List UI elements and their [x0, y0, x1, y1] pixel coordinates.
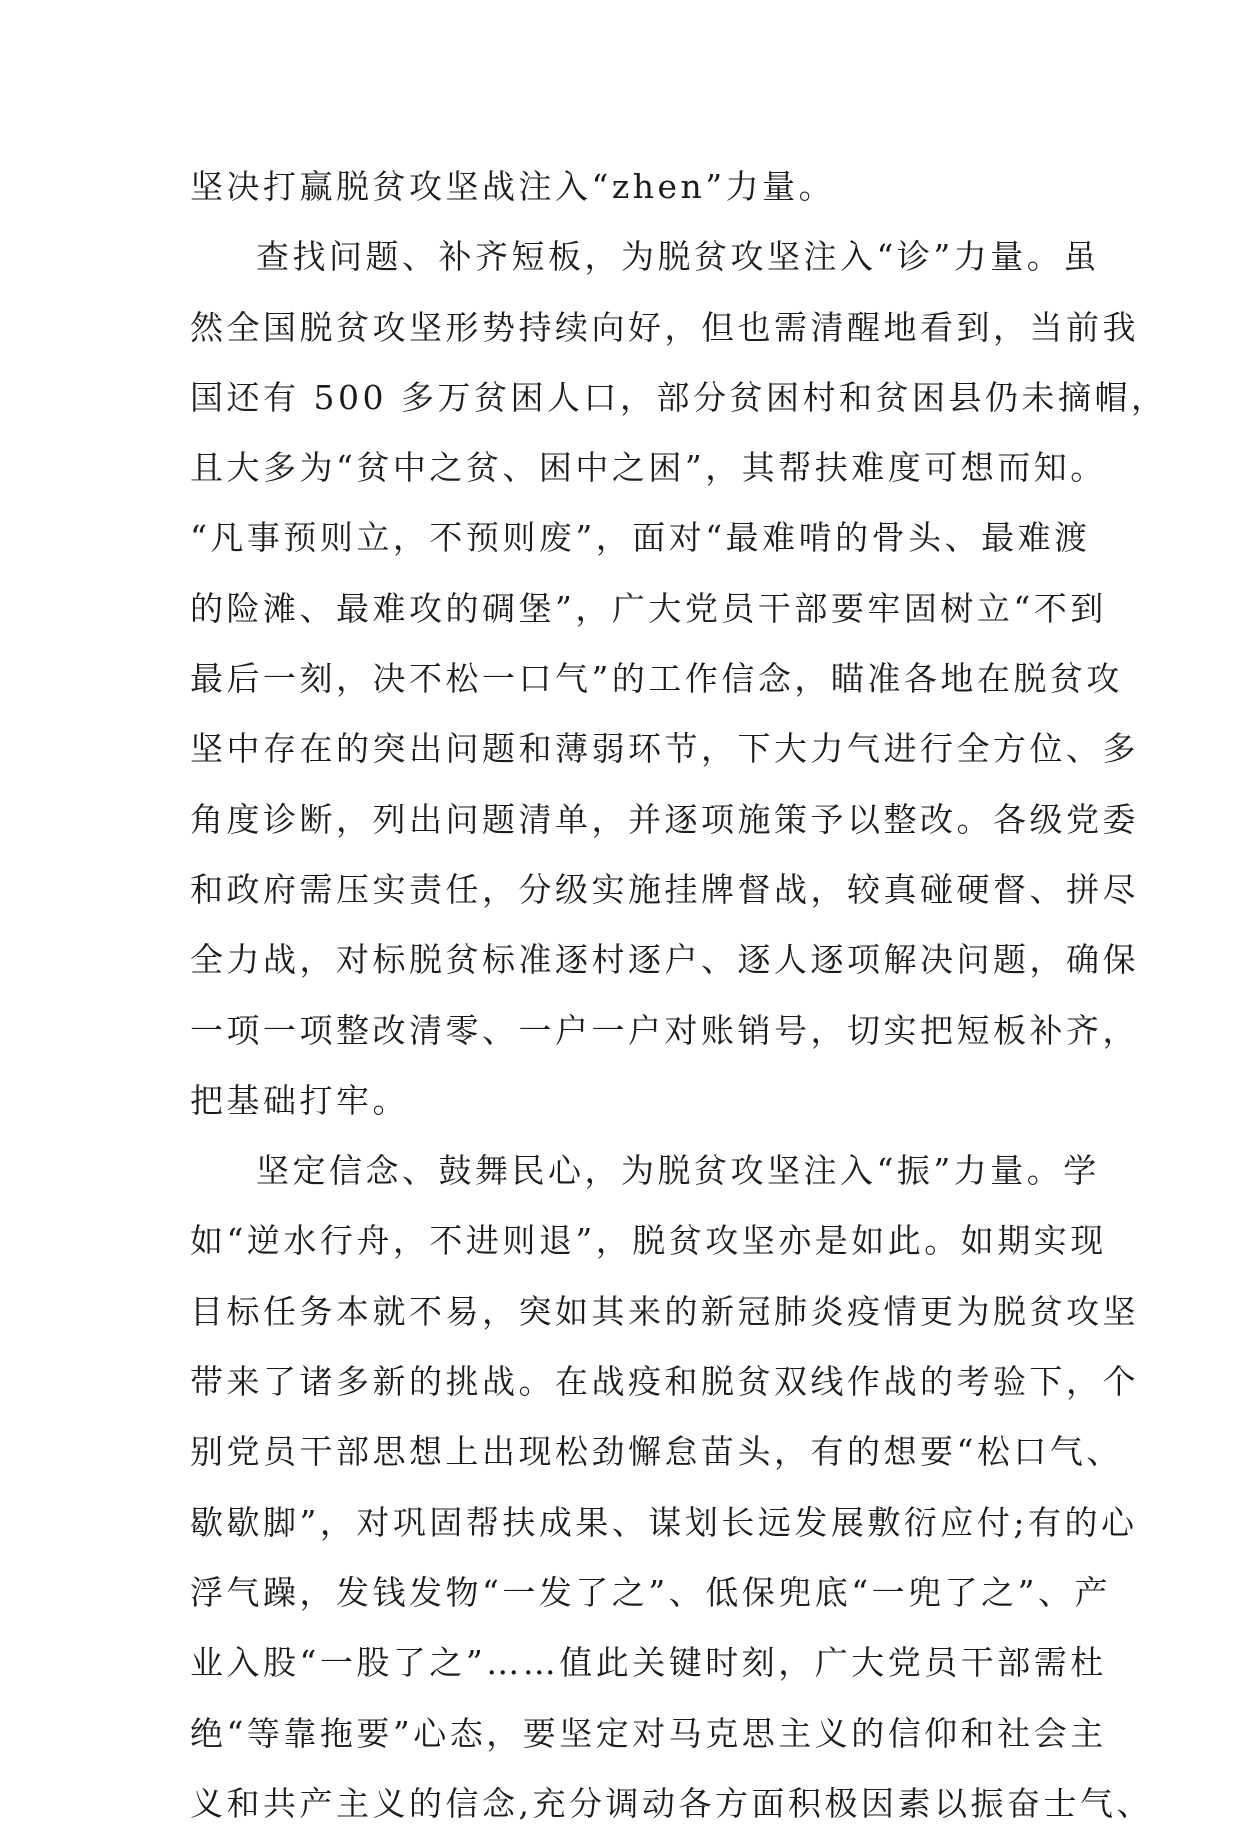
text-line: 义和共产主义的信念,充分调动各方面积极因素以振奋士气、	[190, 1783, 1153, 1823]
body-text	[190, 152, 1168, 1839]
text-line: 然全国脱贫攻坚形势持续向好，但也需清醒地看到，当前我	[190, 307, 1139, 347]
text-line: 坚中存在的突出问题和薄弱环节，下大力气进行全方位、多	[190, 729, 1139, 769]
text-line: 角度诊断，列出问题清单，并逐项施策予以整改。各级党委	[190, 799, 1139, 839]
text-line: 一项一项整改清零、一户一户对账销号，切实把短板补齐，	[190, 1010, 1139, 1050]
text-line: “凡事预则立，不预则废”，面对“最难啃的骨头、最难渡	[190, 518, 1091, 558]
text-line: 别党员干部思想上出现松劲懈怠苗头，有的想要“松口气、	[190, 1432, 1123, 1472]
text-line: 全力战，对标脱贫标准逐村逐户、逐人逐项解决问题，确保	[190, 940, 1139, 980]
text-line: 浮气躁，发钱发物“一发了之”、低保兜底“一兜了之”、产	[190, 1572, 1111, 1612]
text-line: 坚决打赢脱贫攻坚战注入“zhen”力量。	[190, 167, 836, 206]
text-line: 绝“等靠拖要”心态，要坚定对马克思主义的信仰和社会主	[190, 1713, 1107, 1753]
text-line: 业入股“一股了之”……值此关键时刻，广大党员干部需杜	[190, 1643, 1107, 1683]
text-line: 带来了诸多新的挑战。在战疫和脱贫双线作战的考验下，个	[190, 1362, 1139, 1402]
text-line: 目标任务本就不易，突如其来的新冠肺炎疫情更为脱贫攻坚	[190, 1291, 1139, 1331]
text-line: 且大多为“贫中之贫、困中之困”，其帮扶难度可想而知。	[190, 448, 1107, 488]
text-line: 把基础打牢。	[190, 1080, 409, 1120]
text-line: 查找问题、补齐短板，为脱贫攻坚注入“诊”力量。虽	[256, 237, 1100, 277]
text-line: 最后一刻，决不松一口气”的工作信念，瞄准各地在脱贫攻	[190, 659, 1123, 699]
text-line: 歇歇脚”，对巩固帮扶成果、谋划长远发展敷衍应付;有的心	[190, 1502, 1138, 1542]
text-line: 国还有 500 多万贫困人口，部分贫困村和贫困县仍未摘帽，	[190, 377, 1168, 417]
text-line: 和政府需压实责任，分级实施挂牌督战，较真碰硬督、拼尽	[190, 869, 1139, 909]
text-line: 的险滩、最难攻的碉堡”，广大党员干部要牢固树立“不到	[190, 588, 1107, 628]
text-line: 如“逆水行舟，不进则退”，脱贫攻坚亦是如此。如期实现	[190, 1221, 1107, 1261]
text-line: 坚定信念、鼓舞民心，为脱贫攻坚注入“振”力量。学	[256, 1151, 1100, 1191]
